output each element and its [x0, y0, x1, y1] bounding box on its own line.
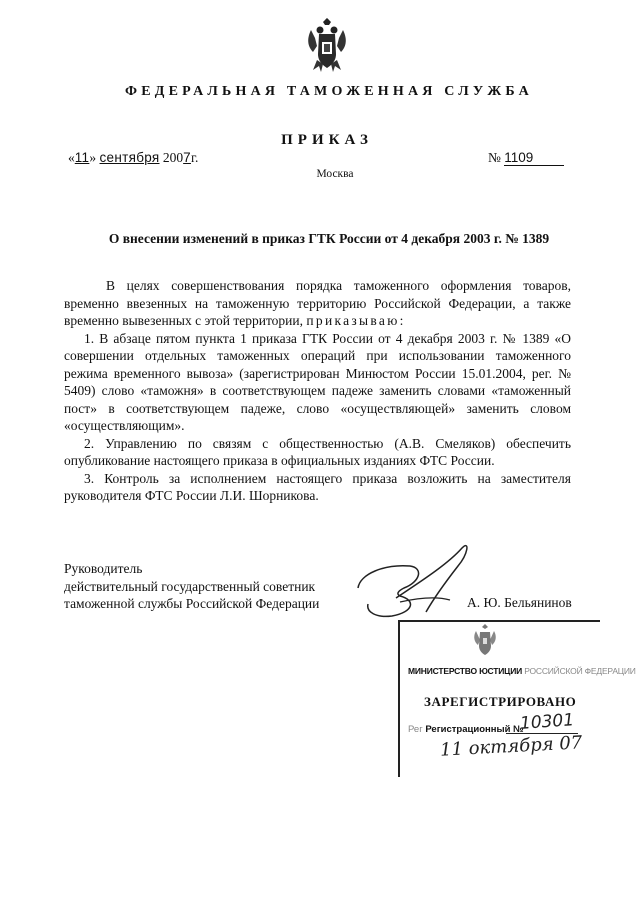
- date-open-quote: «: [68, 150, 75, 165]
- stamp-reg-label: Регистрационный №: [425, 724, 524, 735]
- date-month: сентября: [99, 150, 160, 165]
- stamp-ministry: [408, 666, 636, 676]
- body-item-1: 1. В абзаце пятом пункта 1 приказа ГТК России от 4 декабря 2003 г. № 1389 «О совершении отдельных таможенных операций при использовании таможенного режима временного вывоза» (зарегистрирован Минюстом России 15.01.2004, рег. № 5409) слово «таможня» в соответствующем падеже заменить словами «таможенный пост» в соответствующем падеже, слово «осуществляющей» заменить словом «осуществляющим».: [64, 330, 571, 433]
- document-title: О внесении изменений в приказ ГТК России от 4 декабря 2003 г. № 1389: [108, 231, 550, 246]
- body-text: [64, 277, 571, 505]
- coat-of-arms-emblem: [303, 16, 351, 76]
- stamp-registration-date: 11 октября 07: [439, 732, 583, 761]
- signatory-block: [64, 560, 319, 613]
- date-day: 11: [74, 150, 90, 165]
- stamp-reg-label-faint: Рег: [408, 724, 423, 735]
- agency-name: ФЕДЕРАЛЬНАЯ ТАМОЖЕННАЯ СЛУЖБА: [125, 84, 533, 99]
- date-year-suffix: 7: [183, 150, 191, 165]
- order-number-label: №: [488, 150, 501, 165]
- body-item-3: 3. Контроль за исполнением настоящего приказа возложить на заместителя руководителя ФТС России Л.И. Шорникова.: [64, 470, 571, 503]
- stamp-ministry-name: МИНИСТЕРСТВО ЮСТИЦИИ: [408, 666, 523, 676]
- signatory-rank-service: таможенной службы Российской Федерации: [64, 596, 320, 611]
- intro-command: приказываю:: [306, 313, 406, 328]
- signatory-position: Руководитель: [64, 561, 143, 576]
- signatory-name: А. Ю. Бельянинов: [467, 595, 572, 610]
- signatory-rank: действительный государственный советник: [64, 578, 316, 594]
- date-year-tail: г.: [190, 150, 199, 165]
- date-close-quote: »: [89, 150, 97, 165]
- stamp-registered-label: ЗАРЕГИСТРИРОВАНО: [424, 694, 577, 709]
- intro-text: В целях совершенствования порядка таможенного оформления товаров, временно ввезенных на таможенную территорию Российской Федерации, а также временно вывезенных с этой территории,: [64, 278, 571, 328]
- body-item-2: 2. Управлению по связям с общественностью (А.В. Смеляков) обеспечить опубликование настоящего приказа в официальных изданиях ФТС России.: [64, 435, 571, 468]
- body-intro: [64, 277, 571, 330]
- stamp-ministry-country: РОССИЙСКОЙ ФЕДЕРАЦИИ: [524, 666, 636, 676]
- city: Москва: [316, 168, 354, 180]
- date-year-prefix: 200: [162, 150, 184, 165]
- order-number-value: 1109: [504, 150, 564, 166]
- stamp-registration-number: 10301: [519, 710, 575, 734]
- order-number: [488, 150, 564, 166]
- handwritten-signature: [340, 538, 480, 628]
- order-date: [68, 150, 198, 166]
- stamp-emblem: [471, 622, 499, 658]
- document-type-heading: ПРИКАЗ: [281, 132, 373, 148]
